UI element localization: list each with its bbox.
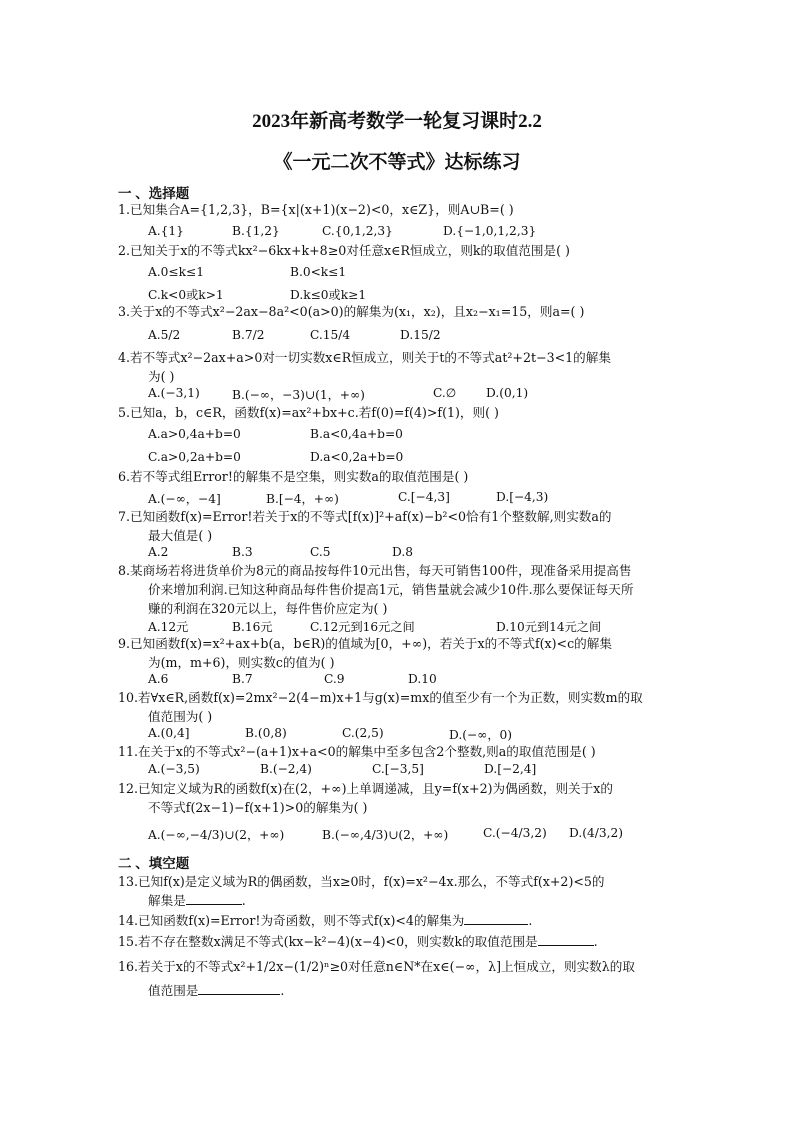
section-heading-choice: 一 、选择题	[118, 186, 190, 201]
q12-option-a: A.(−∞,−4/3)∪(2，+∞)	[148, 828, 285, 842]
q8-option-d: D.10元到14元之间	[496, 620, 602, 634]
q11-option-c: C.[−3,5]	[372, 762, 424, 776]
q5-option-a: A.a>0,4a+b=0	[148, 427, 241, 441]
question-3: 3.关于x的不等式x²−2ax−8a²<0(a>0)的解集为(x₁，x₂)，且x₂−x₁=15，则a=( )	[118, 304, 585, 319]
q1-option-a: A.{1}	[148, 224, 184, 238]
q4-option-d: D.(0,1)	[486, 386, 529, 400]
q12-option-c: C.(−4/3,2)	[483, 826, 547, 840]
q6-option-a: A.(−∞，−4]	[148, 492, 221, 506]
q8-option-c: C.12元到16元之间	[310, 620, 415, 634]
question-15: 15.若不存在整数x满足不等式(kx−k²−4)(x−4)<0，则实数k的取值范围是 .	[118, 934, 598, 949]
q5-option-d: D.a<0,2a+b=0	[310, 450, 404, 464]
q10-option-c: C.(2,5)	[342, 726, 384, 740]
q6-option-b: B.[−4，+∞)	[266, 492, 339, 506]
answer-blank-15[interactable]	[538, 932, 594, 946]
question-9-cont: 为(m，m+6)，则实数c的值为( )	[148, 655, 335, 670]
question-16: 16.若关于x的不等式x²+1/2x−(1/2)ⁿ≥0对任意n∈N*在x∈(−∞，λ]上恒成立，则实数λ的取	[118, 959, 635, 974]
q4-option-b: B.(−∞，−3)∪(1，+∞)	[232, 388, 365, 402]
q2-option-d: D.k≤0或k≥1	[290, 288, 367, 302]
question-13-cont-text: 解集是	[148, 893, 186, 908]
document-subtitle: 《一元二次不等式》达标练习	[273, 152, 521, 173]
question-4-cont: 为( )	[148, 369, 175, 384]
section-heading-fill: 二 、填空题	[118, 856, 190, 871]
q1-option-c: C.{0,1,2,3}	[322, 224, 393, 238]
answer-blank-14[interactable]	[464, 911, 528, 925]
q6-option-c: C.[−4,3]	[398, 490, 450, 504]
question-11: 11.在关于x的不等式x²−(a+1)x+a<0的解集中至多包含2个整数,则a的取值范围是( )	[118, 744, 596, 759]
q8-option-a: A.12元	[148, 620, 189, 634]
document-title: 2023年新高考数学一轮复习课时2.2	[252, 111, 542, 132]
question-8-cont-2: 赚的利润在320元以上，每件售价应定为( )	[148, 601, 388, 616]
q12-option-b: B.(−∞,4/3)∪(2，+∞)	[322, 828, 449, 842]
question-14-text: 14.已知函数f(x)=Error!为奇函数，则不等式f(x)<4的解集为	[118, 913, 465, 928]
question-16-cont-text: 值范围是	[148, 983, 199, 998]
q7-option-d: D.8	[392, 545, 413, 559]
answer-blank-13[interactable]	[186, 891, 242, 905]
question-4: 4.若不等式x²−2ax+a>0对一切实数x∈R恒成立，则关于t的不等式at²+2t−3<1的解集	[118, 350, 611, 365]
question-5: 5.已知a，b，c∈R，函数f(x)=ax²+bx+c.若f(0)=f(4)>f(1)，则( )	[118, 405, 499, 420]
q2-option-c: C.k<0或k>1	[148, 288, 224, 302]
question-12: 12.已知定义域为R的函数f(x)在(2，+∞)上单调递减，且y=f(x+2)为偶函数，则关于x的	[118, 781, 613, 796]
q1-option-d: D.{−1,0,1,2,3}	[443, 224, 537, 238]
q3-option-d: D.15/2	[400, 328, 441, 342]
question-8: 8.某商场若将进货单价为8元的商品按每件10元出售，每天可销售100件，现准备采用提高售	[118, 563, 632, 578]
question-7: 7.已知函数f(x)=Error!若关于x的不等式[f(x)]²+af(x)−b²<0恰有1个整数解,则实数a的	[118, 509, 612, 524]
question-2: 2.已知关于x的不等式kx²−6kx+k+8≥0对任意x∈R恒成立，则k的取值范围是( )	[118, 243, 570, 258]
q7-option-b: B.3	[232, 545, 253, 559]
question-16-cont: 值范围是 .	[148, 983, 285, 998]
question-14: 14.已知函数f(x)=Error!为奇函数，则不等式f(x)<4的解集为 .	[118, 913, 533, 928]
q3-option-c: C.15/4	[310, 328, 351, 342]
q11-option-d: D.[−2,4]	[484, 762, 537, 776]
q5-option-c: C.a>0,2a+b=0	[148, 450, 241, 464]
q7-option-c: C.5	[310, 545, 331, 559]
question-15-text: 15.若不存在整数x满足不等式(kx−k²−4)(x−4)<0，则实数k的取值范围是	[118, 934, 538, 949]
q9-option-c: C.9	[324, 672, 345, 686]
q10-option-d: D.(−∞，0)	[449, 728, 513, 742]
question-13-cont: 解集是 .	[148, 893, 246, 908]
q9-option-a: A.6	[148, 672, 169, 686]
q2-option-b: B.0<k≤1	[290, 265, 347, 279]
q10-option-b: B.(0,8)	[245, 726, 287, 740]
question-12-cont: 不等式f(2x−1)−f(x+1)>0的解集为( )	[148, 800, 368, 815]
question-6: 6.若不等式组Error!的解集不是空集，则实数a的取值范围是( )	[118, 469, 469, 484]
question-8-cont-1: 价来增加利润.已知这种商品每件售价提高1元，销售量就会减少10件.那么要保证每天所	[148, 582, 634, 597]
q9-option-d: D.10	[408, 672, 437, 686]
q8-option-b: B.16元	[232, 620, 273, 634]
q6-option-d: D.[−4,3)	[496, 490, 549, 504]
q7-option-a: A.2	[148, 545, 169, 559]
answer-blank-16[interactable]	[198, 981, 280, 995]
q10-option-a: A.(0,4]	[148, 726, 190, 740]
q1-option-b: B.{1,2}	[232, 224, 280, 238]
q2-option-a: A.0≤k≤1	[148, 265, 204, 279]
question-7-cont: 最大值是( )	[148, 528, 213, 543]
q4-option-a: A.(−3,1)	[148, 386, 200, 400]
question-1: 1.已知集合A={1,2,3}，B={x|(x+1)(x−2)<0，x∈Z}，则A∪B=( )	[118, 202, 514, 217]
q4-option-c: C.∅	[433, 386, 457, 400]
q11-option-a: A.(−3,5)	[148, 762, 200, 776]
q12-option-d: D.(4/3,2)	[569, 826, 623, 840]
q11-option-b: B.(−2,4)	[260, 762, 312, 776]
q9-option-b: B.7	[232, 672, 253, 686]
q3-option-a: A.5/2	[148, 328, 181, 342]
question-13: 13.已知f(x)是定义域为R的偶函数，当x≥0时，f(x)=x²−4x.那么，不等式f(x+2)<5的	[118, 874, 605, 889]
q3-option-b: B.7/2	[232, 328, 265, 342]
question-9: 9.已知函数f(x)=x²+ax+b(a，b∈R)的值域为[0，+∞)，若关于x的不等式f(x)<c的解集	[118, 636, 612, 651]
question-10-cont: 值范围为( )	[148, 709, 213, 724]
question-10: 10.若∀x∈R,函数f(x)=2mx²−2(4−m)x+1与g(x)=mx的值至少有一个为正数，则实数m的取	[118, 690, 643, 705]
q5-option-b: B.a<0,4a+b=0	[310, 427, 403, 441]
